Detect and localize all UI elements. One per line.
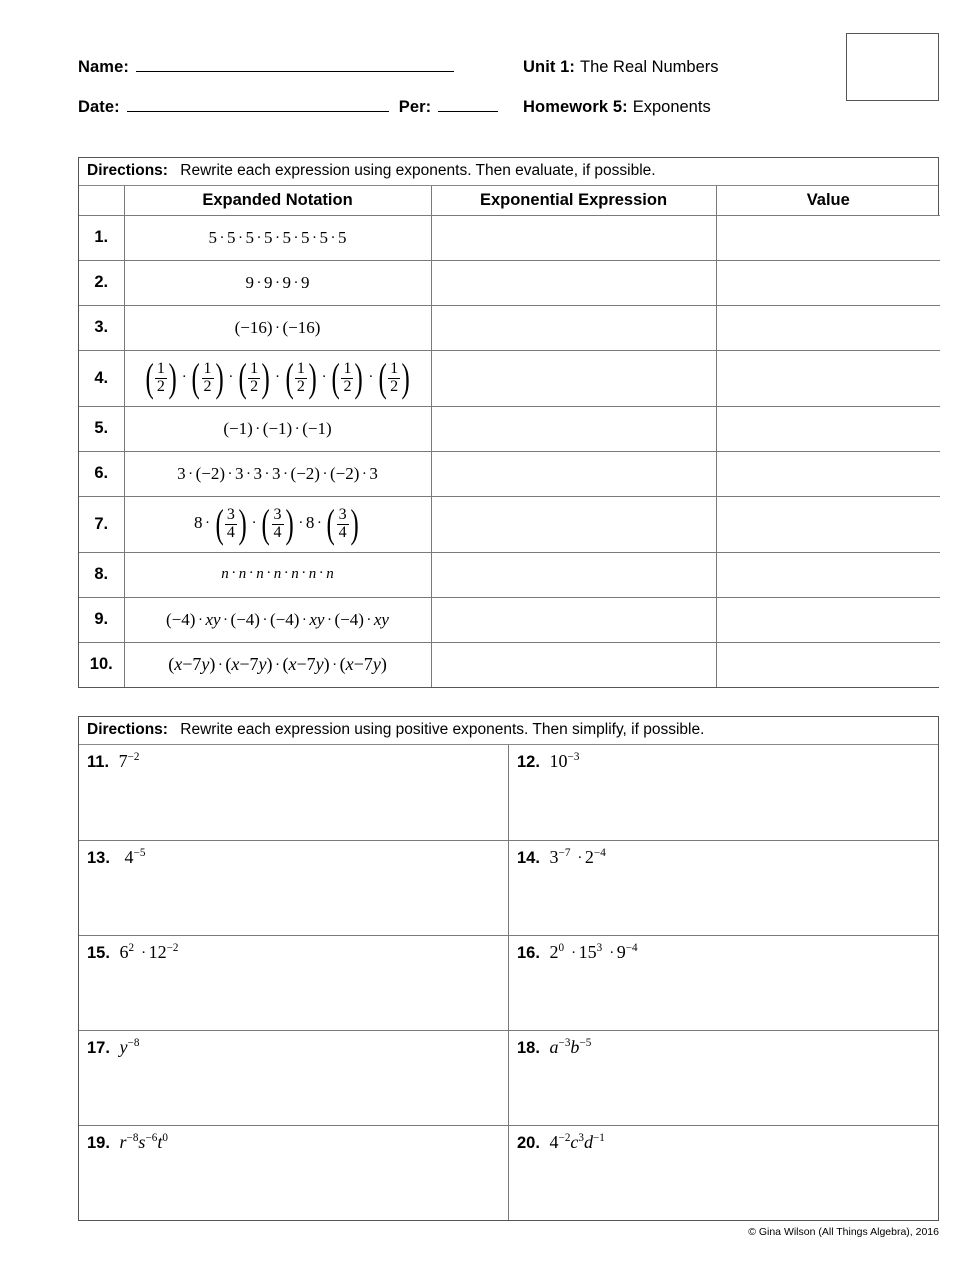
expanded-notation-table	[79, 186, 940, 687]
homework-value: Exponents	[632, 98, 711, 116]
section-1	[78, 157, 939, 688]
problem-cell[interactable]	[79, 840, 509, 935]
name-input-line[interactable]	[136, 58, 454, 72]
row-number: 9.	[79, 597, 124, 642]
directions-text-1: Rewrite each expression using exponents. Then evaluate, if possible.	[180, 162, 656, 179]
header-row-name	[78, 58, 938, 98]
problem-expression: $7^{-2}$	[118, 751, 140, 771]
table-row	[79, 597, 940, 642]
table-row	[79, 642, 940, 687]
date-input-line[interactable]	[127, 98, 389, 112]
problem-expression: $a^{-3}b^{-5}$	[549, 1036, 592, 1057]
problem-expression: $y^{-8}$	[119, 1036, 140, 1057]
answer-value[interactable]	[716, 406, 940, 451]
per-label: Per:	[398, 98, 432, 116]
section-1-directions	[79, 158, 938, 186]
answer-value[interactable]	[716, 496, 940, 552]
homework-label: Homework 5:	[523, 98, 628, 116]
unit-group	[523, 58, 719, 77]
table-row	[79, 552, 940, 597]
problem-cell[interactable]	[509, 935, 939, 1030]
answer-value[interactable]	[716, 260, 940, 305]
header-row-date	[78, 98, 938, 138]
unit-label: Unit 1:	[523, 58, 576, 76]
row-number: 10.	[79, 642, 124, 687]
row-number: 4.	[79, 350, 124, 406]
problem-number: 11.	[87, 753, 110, 771]
problem-row	[79, 1030, 938, 1125]
section-2-directions	[79, 717, 938, 745]
answer-exponential[interactable]	[431, 305, 716, 350]
problem-cell[interactable]	[79, 745, 509, 840]
expanded-expression: (−4) · xy · (−4) · (−4) · xy · (−4) · xy	[124, 597, 431, 642]
table-row	[79, 305, 940, 350]
directions-label-2: Directions:	[87, 721, 168, 738]
problem-number: 19.	[87, 1133, 110, 1152]
problem-expression: $6^2 \cdot 12^{-2}$	[119, 941, 179, 962]
row-number: 8.	[79, 552, 124, 597]
expanded-expression: 5 · 5 · 5 · 5 · 5 · 5 · 5 · 5	[124, 215, 431, 260]
row-number: 6.	[79, 451, 124, 496]
problem-number: 13.	[87, 848, 110, 867]
problem-expression: $10^{-3}$	[549, 751, 580, 771]
row-number: 1.	[79, 215, 124, 260]
per-input-line[interactable]	[438, 98, 498, 112]
answer-exponential[interactable]	[431, 642, 716, 687]
problem-cell[interactable]	[509, 1125, 939, 1220]
problem-number: 15.	[87, 943, 110, 962]
answer-exponential[interactable]	[431, 406, 716, 451]
header-expanded-notation: Expanded Notation	[124, 186, 431, 215]
header-value: Value	[716, 186, 940, 215]
problem-expression: $4^{-5}$	[124, 846, 146, 867]
problem-row	[79, 840, 938, 935]
expanded-expression: (−1) · (−1) · (−1)	[124, 406, 431, 451]
problem-row	[79, 1125, 938, 1220]
header-blank	[79, 186, 124, 215]
row-number: 5.	[79, 406, 124, 451]
problem-expression: $r^{-8}s^{-6}t^0$	[119, 1131, 168, 1152]
name-field-group	[78, 58, 523, 77]
table-row	[79, 496, 940, 552]
date-field-group	[78, 98, 523, 117]
problem-expression: $2^0 \cdot 15^3 \cdot 9^{-4}$	[549, 941, 638, 962]
header-exponential-expression: Exponential Expression	[431, 186, 716, 215]
unit-value: The Real Numbers	[580, 58, 719, 76]
expanded-expression: (−16) · (−16)	[124, 305, 431, 350]
directions-label-1: Directions:	[87, 162, 168, 179]
answer-value[interactable]	[716, 642, 940, 687]
problem-cell[interactable]	[79, 1030, 509, 1125]
expanded-expression: ( $\frac{1}{2}$ ) · ( $\frac{1}{2}$ ) · ( $\frac{1}{2}$ ) · ( $\frac{1}{2}$ ) · ( $\frac{1}{2}$ ) · ( $\frac{1}{2}$ )	[124, 350, 431, 406]
problem-number: 16.	[517, 943, 540, 962]
expanded-expression: 8 · ( $\frac{3}{4}$ ) · ( $\frac{3}{4}$ ) · 8 · ( $\frac{3}{4}$ )	[124, 496, 431, 552]
problem-cell[interactable]	[79, 935, 509, 1030]
answer-exponential[interactable]	[431, 350, 716, 406]
problem-number: 17.	[87, 1038, 110, 1057]
problem-expression: $4^{-2}c^3d^{-1}$	[549, 1131, 605, 1152]
expanded-expression: n · n · n · n · n · n · n	[124, 552, 431, 597]
answer-exponential[interactable]	[431, 260, 716, 305]
answer-exponential[interactable]	[431, 451, 716, 496]
date-label: Date:	[78, 98, 120, 116]
worksheet-header	[78, 58, 938, 138]
problem-expression: $3^{-7} \cdot 2^{-4}$	[549, 846, 606, 867]
expanded-expression: (x−7y) · (x−7y) · (x−7y) · (x−7y)	[124, 642, 431, 687]
problem-cell[interactable]	[509, 1030, 939, 1125]
table-row	[79, 260, 940, 305]
answer-exponential[interactable]	[431, 215, 716, 260]
directions-text-2: Rewrite each expression using positive exponents. Then simplify, if possible.	[180, 721, 705, 738]
table-header-row	[79, 186, 940, 215]
problem-number: 12.	[517, 753, 540, 771]
name-label: Name:	[78, 58, 129, 76]
answer-value[interactable]	[716, 350, 940, 406]
answer-exponential[interactable]	[431, 597, 716, 642]
answer-exponential[interactable]	[431, 552, 716, 597]
problem-row	[79, 745, 938, 840]
problem-cell[interactable]	[509, 840, 939, 935]
answer-value[interactable]	[716, 552, 940, 597]
copyright-footer: © Gina Wilson (All Things Algebra), 2016	[748, 1226, 939, 1238]
table-row	[79, 215, 940, 260]
problem-number: 20.	[517, 1133, 540, 1152]
problem-number: 18.	[517, 1038, 540, 1057]
section-2	[78, 716, 939, 1221]
positive-exponents-table	[79, 745, 938, 1220]
answer-value[interactable]	[716, 305, 940, 350]
row-number: 2.	[79, 260, 124, 305]
homework-group	[523, 98, 711, 117]
problem-cell[interactable]	[509, 745, 939, 840]
row-number: 7.	[79, 496, 124, 552]
answer-exponential[interactable]	[431, 496, 716, 552]
row-number: 3.	[79, 305, 124, 350]
table-row	[79, 350, 940, 406]
problem-row	[79, 935, 938, 1030]
problem-cell[interactable]	[79, 1125, 509, 1220]
table-row	[79, 451, 940, 496]
answer-value[interactable]	[716, 597, 940, 642]
expanded-expression: 3 · (−2) · 3 · 3 · 3 · (−2) · (−2) · 3	[124, 451, 431, 496]
answer-value[interactable]	[716, 451, 940, 496]
table-row	[79, 406, 940, 451]
score-box[interactable]	[846, 33, 939, 101]
answer-value[interactable]	[716, 215, 940, 260]
expanded-expression: 9 · 9 · 9 · 9	[124, 260, 431, 305]
problem-number: 14.	[517, 848, 540, 867]
